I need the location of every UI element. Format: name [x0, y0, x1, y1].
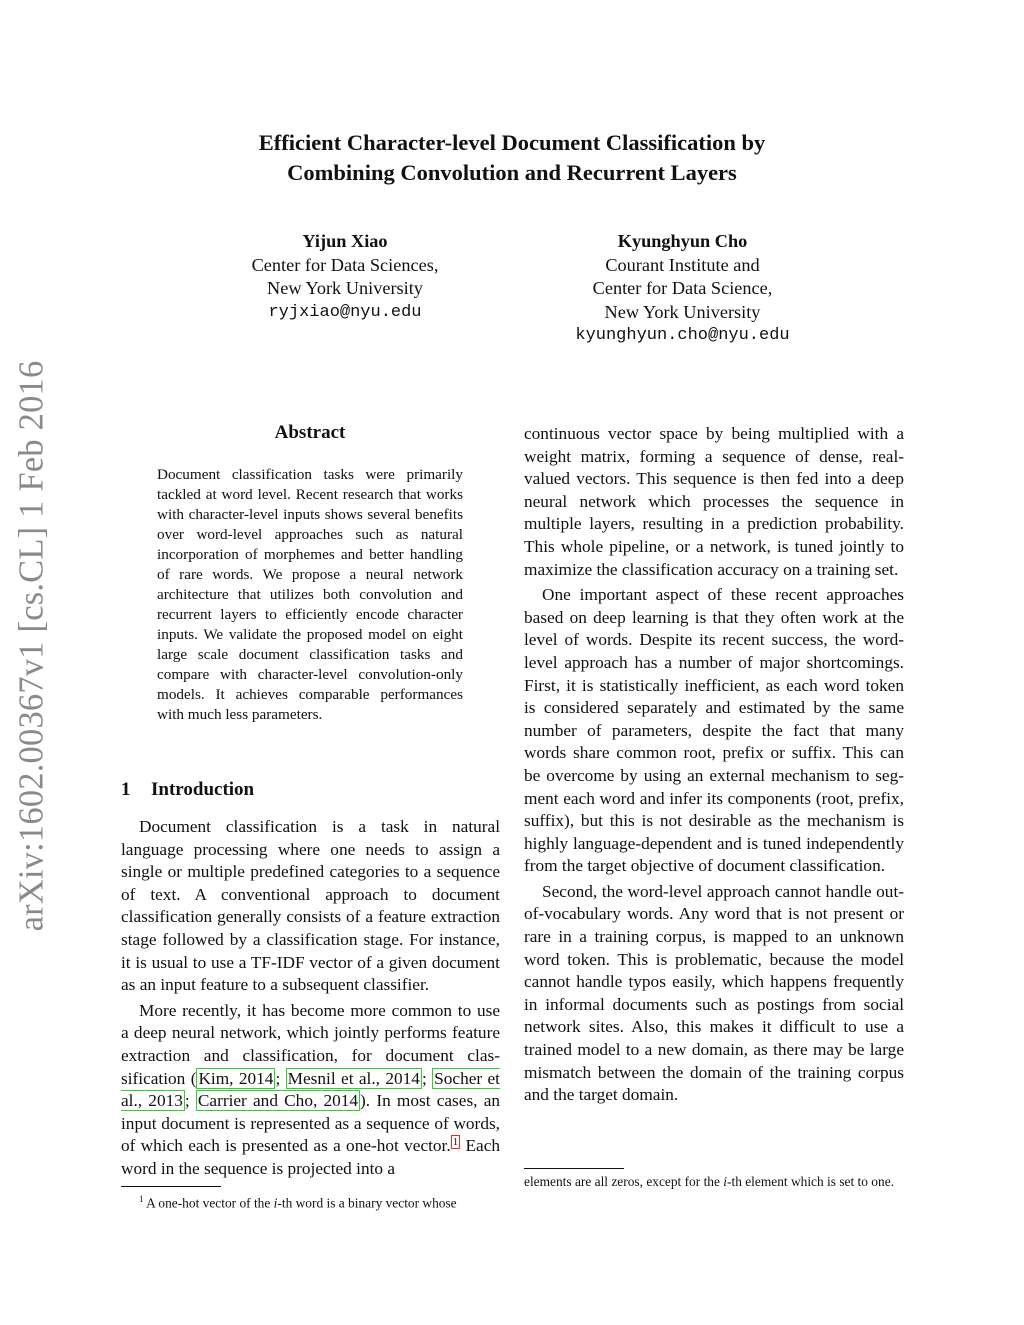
- math-var: i: [273, 1195, 278, 1211]
- text-run: ;: [184, 1091, 196, 1111]
- section-number: 1: [121, 779, 131, 800]
- title-line-2: Combining Convolution and Recurrent Layers: [287, 160, 737, 185]
- author-name: Yijun Xiao: [302, 231, 388, 251]
- author-affiliation: New York University: [604, 301, 761, 322]
- author-block-2: [530, 230, 835, 348]
- paragraph: Second, the word-level approach cannot handle out-of-vocabulary words. Any word that is not present or rare in a training corpus, is mapped to an unknown word token. This is problematic, because the model cannot handle typos easily, which happens frequently in informal documents such as postings from social network sites. Also, this makes it difficult to use a trained model to a new domain, as there may be large mismatch between the domain of the training corpus and the target domain.: [524, 881, 904, 1105]
- author-affiliation: Courant Institute and: [605, 254, 760, 275]
- footnote-mark: 1: [139, 1194, 144, 1204]
- text-run: -th element which is set to one.: [727, 1174, 894, 1189]
- text-run: ;: [421, 1068, 433, 1088]
- math-var: i: [723, 1174, 728, 1189]
- footnote-link[interactable]: 1: [452, 1135, 459, 1148]
- author-name: Kyunghyun Cho: [617, 231, 748, 251]
- paragraph: [121, 1000, 500, 1181]
- paragraph: continuous vector space by being multiplied with a weight matrix, forming a sequence of dense, real-valued vectors. This sequence is then fed into a deep neural network which processes the sequence in multiple layers, resulting in a prediction probability. This whole pipeline, or a network, is tuned jointly to maximize the classification accuracy on a training set.: [524, 424, 904, 579]
- author-email[interactable]: kyunghyun.cho@nyu.edu: [575, 326, 790, 345]
- left-column: [121, 816, 500, 1184]
- section-heading: [121, 779, 254, 801]
- citation-link[interactable]: Kim, 2014: [198, 1068, 274, 1088]
- abstract-body: Document classification tasks were primarily tackled at word level. Recent research that works with character-level inputs shows several benefits over word-level approaches such as natural incorporation of morphemes and better handling of rare words. We propose a neural network architecture that utilizes both convolution and recurrent layers to efficiently encode character inputs. We validate the proposed model on eight large scale document classification tasks and compare with character-level convolution-only models. It achieves comparable performances with much less parameters.: [157, 466, 463, 723]
- author-email[interactable]: ryjxiao@nyu.edu: [268, 302, 422, 322]
- citation-link[interactable]: Carrier and Cho, 2014: [197, 1091, 359, 1111]
- text-run: ;: [275, 1068, 286, 1088]
- text-run: Each word in the sequence is projected into a: [121, 1136, 501, 1178]
- paragraph: One important aspect of these recent approaches based on deep learning is that they often work at the level of words. Despite its recent success, the word-level approach has a number of major shortcomings. First, it is statistically inefficient, as each word token is considered separately and estimated by the same number of parameters, despite the fact that many words share common root, prefix or suffix. This can be overcome by using an external mechanism to segment each word and infer its components (root, prefix, suffix), but this is not desirable as the mechanism is highly language-dependent and is tuned independently from the target objective of document classification.: [524, 585, 904, 876]
- arxiv-identifier: arXiv:1602.00367v1 [cs.CL] 1 Feb 2016: [12, 360, 51, 932]
- author-affiliation: New York University: [267, 278, 423, 298]
- text-run: ). In most cases, an input document is represented as a sequence of words, of which each is presented as a one-hot vector.: [121, 1091, 500, 1156]
- arxiv-stamp: [7, 0, 57, 1325]
- author-block-1: [190, 230, 500, 324]
- title-line-1: Efficient Character-level Document Classification by: [258, 130, 766, 155]
- footnote-rule: [524, 1168, 624, 1169]
- text-run: -th word is a binary vector whose: [277, 1195, 457, 1211]
- author-affiliation: Center for Data Science,: [592, 278, 773, 298]
- paragraph: Document classification is a task in natural language processing where one needs to assign a single or multiple predefined categories to a sequence of text. A conventional approach to document classification generally consists of a feature extraction stage followed by a classification stage. For instance, it is usual to use a TF-IDF vector of a given document as an input feature to a subsequent classifier.: [121, 817, 500, 995]
- text-run: More recently, it has become more common to use a deep neural network, which jointly performs feature extraction and classification, for document classification (: [121, 1000, 500, 1088]
- author-affiliation: Center for Data Sciences,: [251, 254, 439, 275]
- abstract-heading: Abstract: [274, 422, 346, 443]
- citation-link[interactable]: Socher et al., 2013: [121, 1068, 500, 1111]
- citation-link[interactable]: Mesnil et al., 2014: [287, 1068, 420, 1088]
- footnote-rule: [121, 1186, 221, 1187]
- paper-title: [190, 128, 834, 188]
- footnote-continued: [524, 1172, 904, 1191]
- right-column: [524, 423, 904, 1110]
- text-run: elements are all zeros, except for the: [524, 1174, 724, 1189]
- text-run: A one-hot vector of the: [143, 1195, 274, 1211]
- footnote: [121, 1190, 500, 1212]
- section-title: Introduction: [151, 779, 255, 800]
